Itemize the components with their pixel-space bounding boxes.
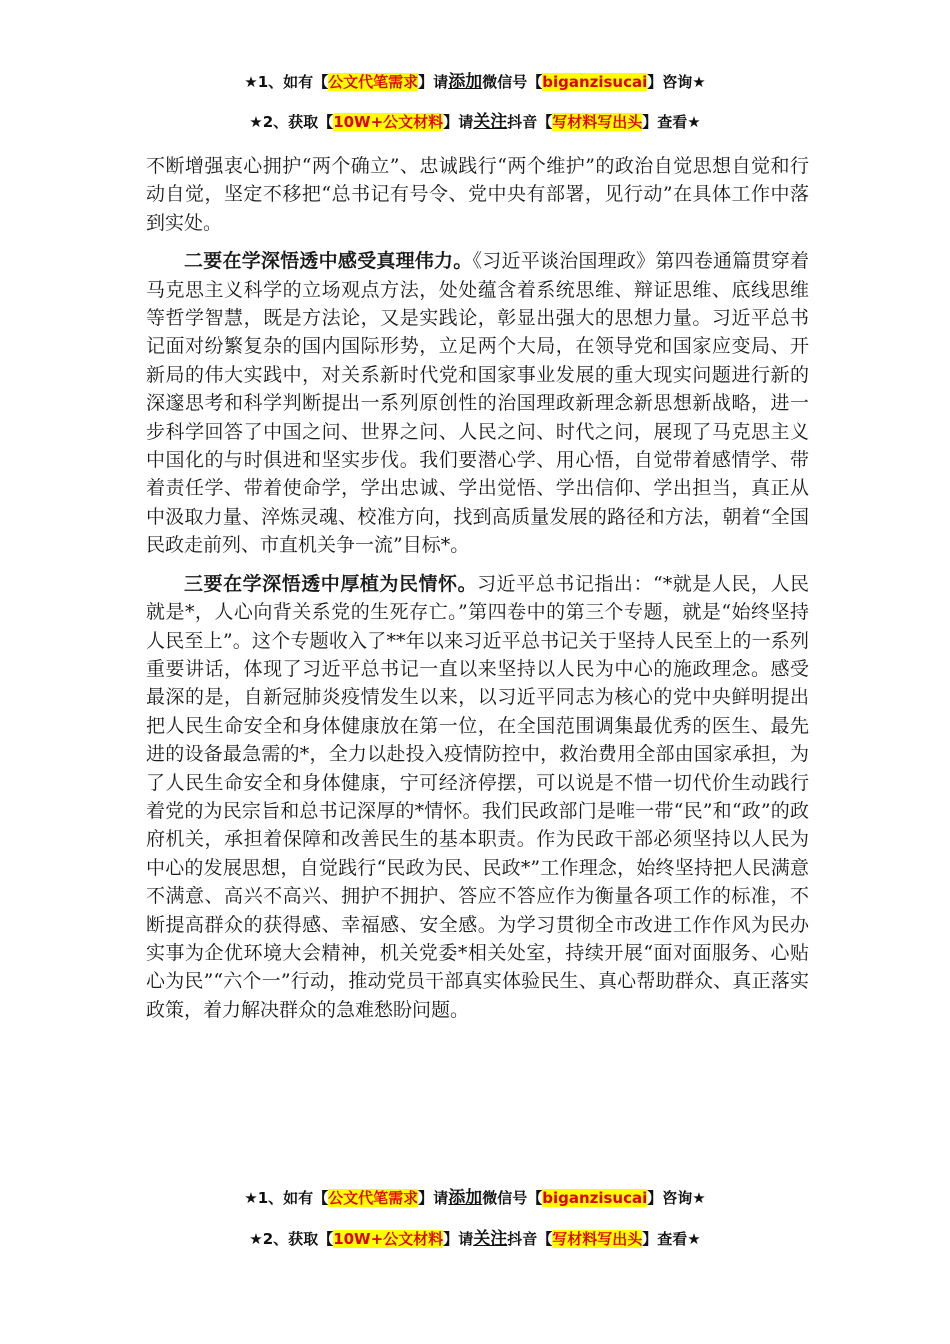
paragraph-3-lead: 三要在学深悟透中厚植为民情怀。	[184, 572, 478, 595]
ad-emphasis: 添加	[448, 1188, 483, 1208]
ad-highlight-douyin: 写材料写出头	[552, 1230, 643, 1248]
paragraph-2	[146, 247, 809, 559]
ad-highlight-wechat: biganzisucai	[542, 1189, 648, 1207]
paragraph-2-text: 《习近平谈治国理政》第四卷通篇贯穿着马克思主义科学的立场观点方法，处处蕴含着系统思维、辩证思维、底线思维等哲学智慧，既是方法论，又是实践论，彰显出强大的思想力量。习近平总书记面对纷繁复杂的国内国际形势，立足两个大局，在领导党和国家应变局、开新局的伟大实践中，对关系新时代党和国家事业发展的重大现实问题进行新的深邃思考和科学判断提出一系列原创性的治国理政新理念新思想新战略，进一步科学回答了中国之问、世界之问、人民之问、时代之问，展现了马克思主义中国化的与时俱进和坚实步伐。我们要潜心学、用心悟，自觉带着感情学、带着责任学、带着使命学，学出忠诚、学出觉悟、学出信仰、学出担当，真正从中汲取力量、淬炼灵魂、校准方向，找到高质量发展的路径和方法，朝着“全国民政走前列、市直机关争一流”目标*。	[146, 250, 809, 557]
ad-text: 抖音【	[507, 113, 553, 131]
ad-highlight-douyin: 写材料写出头	[552, 113, 643, 131]
paragraph-3-text: 习近平总书记指出：“*就是人民，人民就是*，人心向背关系党的生死存亡。”第四卷中的第三个专题，就是“始终坚持人民至上”。这个专题收入了**年以来习近平总书记关于坚持人民至上的一系列重要讲话，体现了习近平总书记一直以来坚持以人民为中心的施政理念。感受最深的是，自新冠肺炎疫情发生以来，以习近平同志为核心的党中央鲜明提出把人民生命安全和身体健康放在第一位，在全国范围调集最优秀的医生、最先进的设备最急需的*，全力以赴投入疫情防控中，救治费用全部由国家承担，为了人民生命安全和身体健康，宁可经济停摆，可以说是不惜一切代价生动践行着党的为民宗旨和总书记深厚的*情怀。我们民政部门是唯一带“民”和“政”的政府机关，承担着保障和改善民生的基本职责。作为民政干部必须坚持以人民为中心的发展思想，自觉践行“民政为民、民政*”工作理念，始终坚持把人民满意不满意、高兴不高兴、拥护不拥护、答应不答应作为衡量各项工作的标准，不断提高群众的获得感、幸福感、安全感。为学习贯彻全市改进工作作风为民办实事为企优环境大会精神，机关党委*相关处室，持续开展“面对面服务、心贴心为民”“六个一”行动，推动党员干部真实体验民生、真心帮助群众、真正落实政策，着力解决群众的急难愁盼问题。	[146, 572, 809, 1021]
footer-ad-line-1	[0, 1187, 950, 1209]
ad-text: 】请	[443, 1230, 474, 1248]
ad-text: 】咨询★	[647, 73, 706, 91]
ad-text: 】咨询★	[647, 1189, 706, 1207]
ad-highlight: 公文代笔需求	[328, 73, 419, 91]
ad-text: ★2、获取【	[249, 113, 334, 131]
header-ad-line-1	[0, 71, 950, 93]
paragraph-1: 不断增强衷心拥护“两个确立”、忠诚践行“两个维护”的政治自觉思想自觉和行动自觉，坚定不移把“总书记有号令、党中央有部署，见行动”在具体工作中落到实处。	[146, 155, 809, 234]
ad-highlight-wechat: biganzisucai	[542, 73, 648, 91]
ad-highlight: 10W+公文材料	[333, 1230, 444, 1248]
ad-highlight: 公文代笔需求	[328, 1189, 419, 1207]
document-body	[146, 152, 809, 1024]
ad-text: 】请	[418, 73, 449, 91]
header-ad-line-2	[0, 111, 950, 133]
ad-text: ★1、如有【	[244, 73, 329, 91]
ad-emphasis: 添加	[448, 72, 483, 92]
ad-emphasis: 关注	[473, 112, 508, 132]
ad-text: ★1、如有【	[244, 1189, 329, 1207]
ad-text: 微信号【	[482, 1189, 543, 1207]
ad-emphasis: 关注	[473, 1229, 508, 1249]
paragraph-3	[146, 570, 809, 1025]
ad-text: ★2、获取【	[249, 1230, 334, 1248]
ad-text: 微信号【	[482, 73, 543, 91]
ad-text: 】请	[443, 113, 474, 131]
ad-highlight: 10W+公文材料	[333, 113, 444, 131]
ad-text: 】请	[418, 1189, 449, 1207]
ad-text: 】查看★	[642, 1230, 701, 1248]
ad-text: 抖音【	[507, 1230, 553, 1248]
ad-text: 】查看★	[642, 113, 701, 131]
footer-ad-line-2	[0, 1228, 950, 1250]
paragraph-2-lead: 二要在学深悟透中感受真理伟力。	[184, 250, 473, 273]
